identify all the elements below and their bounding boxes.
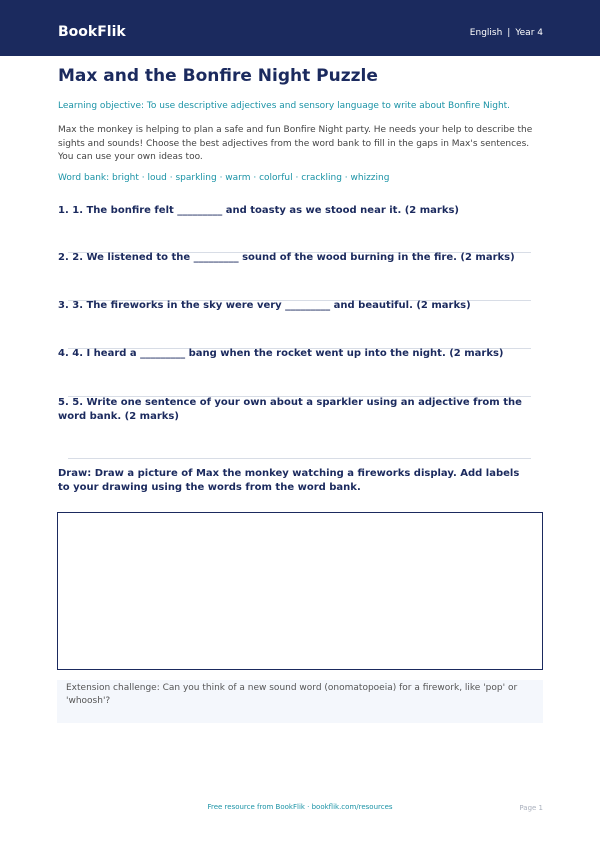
subject-label: English [469,28,503,38]
question-2: 2. 2. We listened to the _________ sound of the wood burning in the fire. (2 marks) [58,252,515,263]
drawing-area[interactable] [57,512,543,670]
year-label: Year 4 [515,28,543,38]
question-1: 1. 1. The bonfire felt _________ and toasty as we stood near it. (2 marks) [58,205,460,216]
question-5: 5. 5. Write one sentence of your own about a sparkler using an adjective from the word bank. (2 marks) [58,397,522,422]
learning-objective: Learning objective: To use descriptive adjectives and sensory language to write about Bonfire Night. [58,101,511,111]
draw-prompt: Draw: Draw a picture of Max the monkey watching a fireworks display. Add labels to your drawing using the words from the word bank. [58,468,520,493]
divider: | [507,28,511,38]
intro-paragraph: Max the monkey is helping to plan a safe and fun Bonfire Night party. He needs your help to describe the sights and sounds! Choose the best adjectives from the word bank to fill in the gaps in Max's sentences. You can use your own ideas too. [58,125,533,162]
question-3: 3. 3. The fireworks in the sky were very _________ and beautiful. (2 marks) [58,300,471,311]
answer-line-5[interactable] [68,458,531,459]
page-title: Max and the Bonfire Night Puzzle [58,66,378,86]
word-bank: Word bank: bright · loud · sparkling · warm · colorful · crackling · whizzing [58,173,390,183]
extension-box [57,680,543,723]
brand-logo: BookFlik [58,24,126,40]
extension-text: Extension challenge: Can you think of a new sound word (onomatopoeia) for a firework, like 'pop' or 'whoosh'? [66,683,518,706]
footer-text: Free resource from BookFlik · bookflik.com/resources [207,803,393,811]
question-4: 4. 4. I heard a _________ bang when the rocket went up into the night. (2 marks) [58,348,504,359]
page-number: Page 1 [519,804,543,812]
header-meta [470,28,543,38]
header-bar [0,0,600,56]
